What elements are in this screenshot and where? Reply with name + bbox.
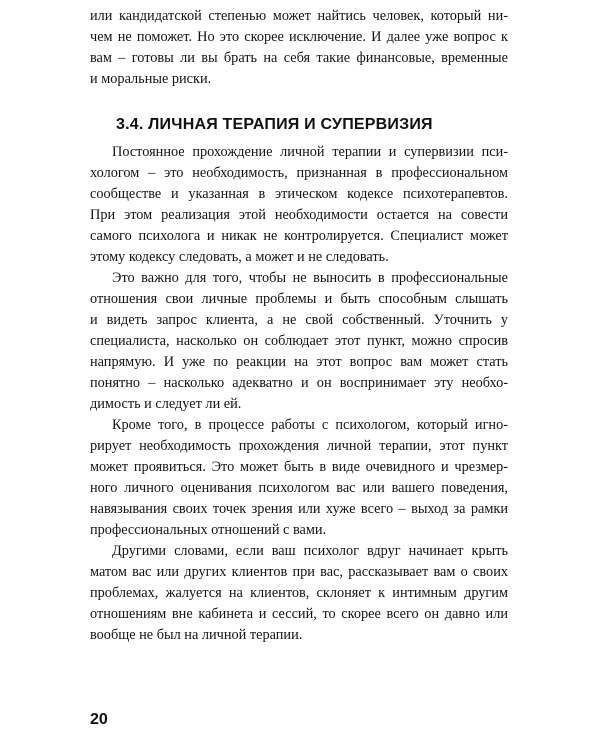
text-line: напрямую. И уже по реакции на этот вопрос вам может стать: [90, 354, 508, 370]
text-line: навязывания своих точек зрения или хуже всего – выход за рамки: [90, 501, 508, 517]
text-line: чем не поможет. Но это скорее исключение. И далее уже вопрос к: [90, 29, 508, 45]
text-line: Это важно для того, чтобы не выносить в профессиональные: [112, 270, 508, 286]
text-line: проблемах, жалуется на клиентов, склоняет к интимным другим: [90, 585, 508, 601]
paragraph-1: [90, 142, 508, 268]
text-line: При этом реализация этой необходимости остается на совести: [90, 207, 508, 223]
text-line: может проявиться. Это может быть в виде очевидного и чрезмер-: [90, 459, 508, 475]
text-line: самого психолога и никак не контролируется. Специалист может: [90, 228, 508, 244]
text-line: вам – готовы ли вы брать на себя такие финансовые, временные: [90, 50, 508, 66]
page-number: 20: [90, 711, 108, 728]
text-line: понятно – насколько адекватно и он воспринимает эту необхо-: [90, 375, 508, 391]
text-line: рирует необходимость прохождения личной терапии, этот пункт: [90, 438, 508, 454]
text-line: хологом – это необходимость, признанная в профессиональном: [90, 165, 508, 181]
text-line: вообще не был на личной терапии.: [90, 627, 303, 643]
text-line: специалиста, насколько он соблюдает этот пункт, можно спросив: [90, 333, 508, 349]
paragraph-3: [90, 415, 508, 541]
text-line: матом вас или других клиентов при вас, рассказывает вам о своих: [90, 564, 508, 580]
text-line: димость и следует ли ей.: [90, 396, 242, 412]
text-line: и видеть запрос клиента, а не свой собственный. Уточнить у: [90, 312, 508, 328]
text-line: профессиональных отношений с вами.: [90, 522, 327, 538]
text-line: ного личного оценивания психологом вас или вашего поведения,: [90, 480, 508, 496]
text-line: отношениям вне кабинета и сессий, то скорее всего он давно или: [90, 606, 508, 622]
text-line: отношения свои личные проблемы и быть способным слышать: [90, 291, 508, 307]
text-line: и моральные риски.: [90, 71, 212, 87]
text-line: этому кодексу следовать, а может и не следовать.: [90, 249, 389, 265]
text-line: Постоянное прохождение личной терапии и супервизии пси-: [112, 144, 508, 160]
text-line: Кроме того, в процессе работы с психологом, который игно-: [112, 417, 508, 433]
text-line: сообществе и указанная в этическом кодексе психотерапевтов.: [90, 186, 508, 202]
text-line: Другими словами, если ваш психолог вдруг начинает крыть: [112, 543, 508, 559]
section-heading: 3.4. ЛИЧНАЯ ТЕРАПИЯ И СУПЕРВИЗИЯ: [116, 116, 433, 133]
top-paragraph: [90, 6, 508, 90]
text-line: или кандидатской степенью может найтись человек, который ни-: [90, 8, 508, 24]
paragraph-2: [90, 268, 508, 415]
paragraph-4: [90, 541, 508, 646]
